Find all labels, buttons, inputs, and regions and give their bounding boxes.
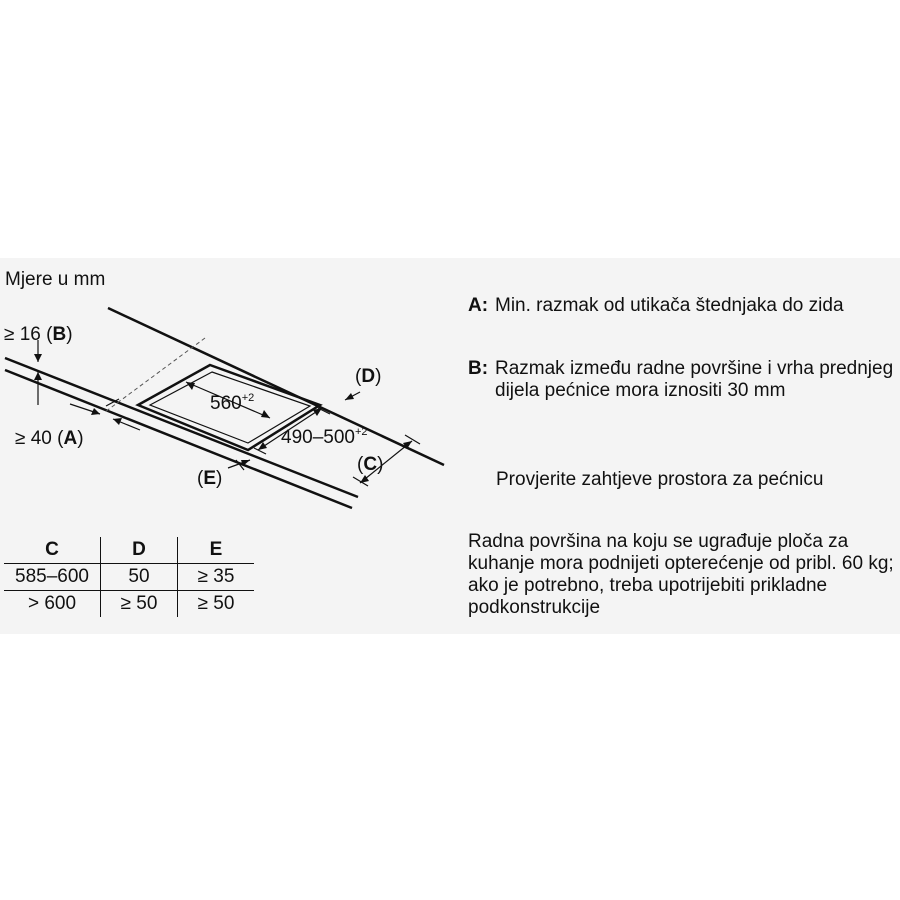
label-depth: $490-500^{+2}$ (281, 426, 368, 448)
table-header-e: E (178, 537, 255, 564)
note-a (468, 295, 900, 317)
note-b (468, 358, 900, 402)
dimension-d (345, 392, 360, 400)
table-row (4, 591, 254, 618)
table-cell: > 600 (27, 593, 77, 614)
label-a: ≥ 40 (A) (15, 428, 84, 449)
table-row (4, 564, 254, 591)
label-e: (E) (197, 468, 223, 489)
note-a-text: Min. razmak od utikača štednjaka do zida (495, 295, 844, 316)
table-cell: 50 (101, 564, 178, 591)
label-c: (C) (357, 454, 384, 475)
label-width: $560^{+2}$ (210, 392, 255, 414)
note-oven-space: Provjerite zahtjeve prostora za pećnicu (496, 469, 824, 490)
table-cell: ≥ 50 (178, 591, 255, 618)
label-d: (D) (355, 366, 382, 387)
table-cell: ≥ 50 (101, 591, 178, 618)
table-cell: 585–600 (4, 564, 101, 591)
units-label: Mjere u mm (5, 269, 106, 290)
note-worktop-load: Radna površina na koju se ugrađuje ploča za kuhanje mora podnijeti opterećenje od pribl. 60 kg; ako je potrebno, treba upotrijebiti prikladne podkonstrukcije (468, 531, 894, 618)
dimension-a (70, 399, 140, 430)
table-header-c: C (4, 537, 101, 564)
table-header-d: D (101, 537, 178, 564)
note-b-text: Razmak između radne površine i vrha prednjeg dijela pećnice mora iznositi 30 mm (495, 358, 894, 401)
worktop-back-edge (108, 308, 444, 465)
dimensions-table (4, 537, 254, 617)
label-b: ≥ 16 (B) (4, 324, 73, 345)
note-b-key: B: (468, 358, 489, 379)
table-cell: ≥ 35 (178, 564, 255, 591)
note-a-key: A: (468, 295, 489, 316)
table-header-row (4, 537, 254, 564)
